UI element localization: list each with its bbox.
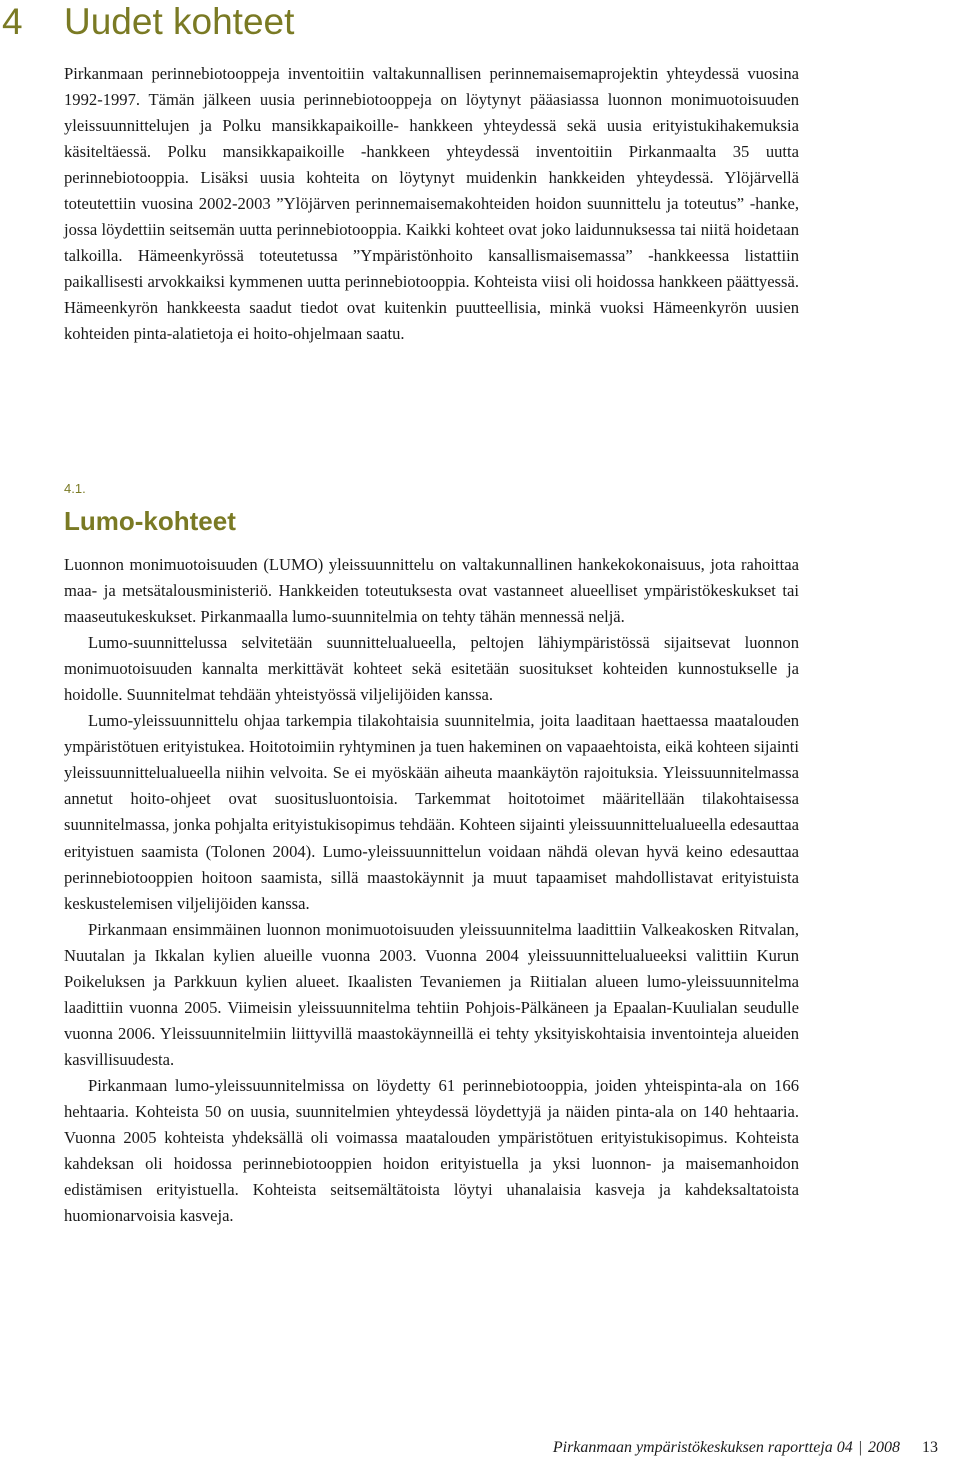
- intro-text: [64, 61, 799, 348]
- page-footer: [553, 1437, 938, 1459]
- section-title: Lumo-kohteet: [64, 506, 236, 536]
- intro-paragraph-1: Pirkanmaan perinnebiotooppeja inventoitiin valtakunnallisen perinnemaisemaprojektin yhteydessä vuosina 1992-1997. Tämän jälkeen uusia perinnebiotooppeja on löytynyt pääasiassa luonnon monimuotoisuuden yleissuunnittelujen ja Polku mansikkapaikoille- hankkeen yhteydessä sekä uusia erityistukihakemuksia käsiteltäessä. Polku mansikkapaikoille -hankkeen yhteydessä inventoitiin Pirkanmaalta 35 uutta perinnebiotooppia. Lisäksi uusia kohteita on löytynyt muidenkin hankkeiden yhteydessä. Ylöjärvellä toteutettiin vuosina 2002-2003 ”Ylöjärven perinnemaisemakohteiden hoidon suunnittelu ja toteutus” -hanke, jossa löydettiin seitsemän uutta perinnebiotooppia. Kaikki kohteet ovat joko laidunnuksessa tai niitä hoidetaan talkoilla. Hämeenkyrössä toteutetussa ”Ympäristönhoito kansallismaisemassa” -hankkeessa listattiin paikallisesti arvokkaiksi kymmenen uutta perinnebiotooppia. Kohteista viisi oli hoidossa hankkeen päättyessä. Hämeenkyrön hankkeesta saadut tiedot ovat kuitenkin puutteellisia, minkä vuoksi Hämeenkyrön uusien kohteiden pinta-alatietoja ei hoito-ohjelmaan saatu.: [64, 64, 799, 344]
- section-paragraph-4: Pirkanmaan ensimmäinen luonnon monimuotoisuuden yleissuunnitelma laadittiin Valkeakosken Ritvalan, Nuutalan ja Ikkalan kylien alueille vuonna 2003. Vuonna 2004 yleissuunnittelualueeksi valittiin Kurun Poikeluksen ja Parkkuun kylien alueet. Ikaalisten Tevaniemen ja Riitialan alueen lumo-yleissuunnitelma laadittiin vuonna 2005. Viimeisin yleissuunnitelma tehtiin Pohjois-Pälkäneen ja Epaalan-Kuulialan seudulle vuonna 2006. Yleissuunnitelmiin liittyvillä maastokäynneillä ei tehty yksityiskohtaisia inventointeja alueiden kasvillisuudesta.: [64, 919, 799, 1069]
- chapter-number: 4: [2, 1, 23, 42]
- section-body: [64, 552, 799, 1229]
- section-paragraph-3: Lumo-yleissuunnittelu ohjaa tarkempia tilakohtaisia suunnitelmia, joita laaditaan haettaessa maatalouden ympäristötuen erityistukea. Hoitotoimiin ryhtyminen ja tuen hakeminen on vapaaehtoista, eikä kohteen sijainti yleissuunnittelualueella niihin velvoita. Se ei myöskään aiheuta maankäytön rajoituksia. Yleissuunnitelmassa annetut hoito-ohjeet ovat suositusluontoisia. Tarkemmat hoitotoimet määritellään tilakohtaisessa suunnitelmassa, jonka pohjalta erityistukisopimus tehdään. Kohteen sijainti yleissuunnittelualueella edesauttaa erityistuen saamista (Tolonen 2004). Lumo-yleissuunnittelun voidaan nähdä olevan hyvä keino edesauttaa perinnebiotooppien hoitoon saamista, sillä maastokäynnit ja muut tapaamiset mahdollistavat erityistuista keskustelemisen viljelijöiden kanssa.: [64, 711, 799, 913]
- section-paragraph-1: Luonnon monimuotoisuuden (LUMO) yleissuunnittelu on valtakunnallinen hankekokonaisuus, jota rahoittaa maa- ja metsätalousministeriö. Hankkeiden toteutuksesta ovat vastanneet alueelliset ympäristökeskukset tai maaseutukeskukset. Pirkanmaalla lumo-suunnitelmia on tehty tähän mennessä neljä.: [64, 555, 799, 627]
- footer-report-title: Pirkanmaan ympäristökeskuksen raportteja 04: [552, 1439, 853, 1456]
- section-number: 4.1.: [64, 481, 86, 496]
- chapter-title: Uudet kohteet: [64, 1, 295, 42]
- page-number: 13: [922, 1439, 938, 1456]
- section-paragraph-2: Lumo-suunnittelussa selvitetään suunnittelualueella, peltojen lähiympäristössä sijaitsevat luonnon monimuotoisuuden kannalta merkittävät kohteet sekä esitetään suositukset kohteiden kunnostukselle ja hoidolle. Suunnitelmat tehdään yhteistyössä viljelijöiden kanssa.: [64, 633, 799, 705]
- section-paragraph-5: Pirkanmaan lumo-yleissuunnitelmissa on löydetty 61 perinnebiotooppia, joiden yhteispinta-ala on 166 hehtaaria. Kohteista 50 on uusia, suunnitelmien yhteydessä löydettyjä ja näiden pinta-ala on 140 hehtaaria. Vuonna 2005 kohteista yhdeksällä oli voimassa maatalouden ympäristötuen erityistukisopimus. Kohteista kahdeksan oli hoidossa perinnebiotooppien hoidon erityistuella ja yksi luonnon- ja maisemanhoidon edistämisen erityistuella. Kohteista seitsemältätoista löytyi uhanalaisia kasveja ja kahdeksaltatoista huomionarvoisia kasveja.: [64, 1075, 799, 1226]
- chapter-heading: [2, 0, 294, 44]
- footer-separator: |: [858, 1439, 862, 1456]
- footer-year: 2008: [868, 1439, 900, 1456]
